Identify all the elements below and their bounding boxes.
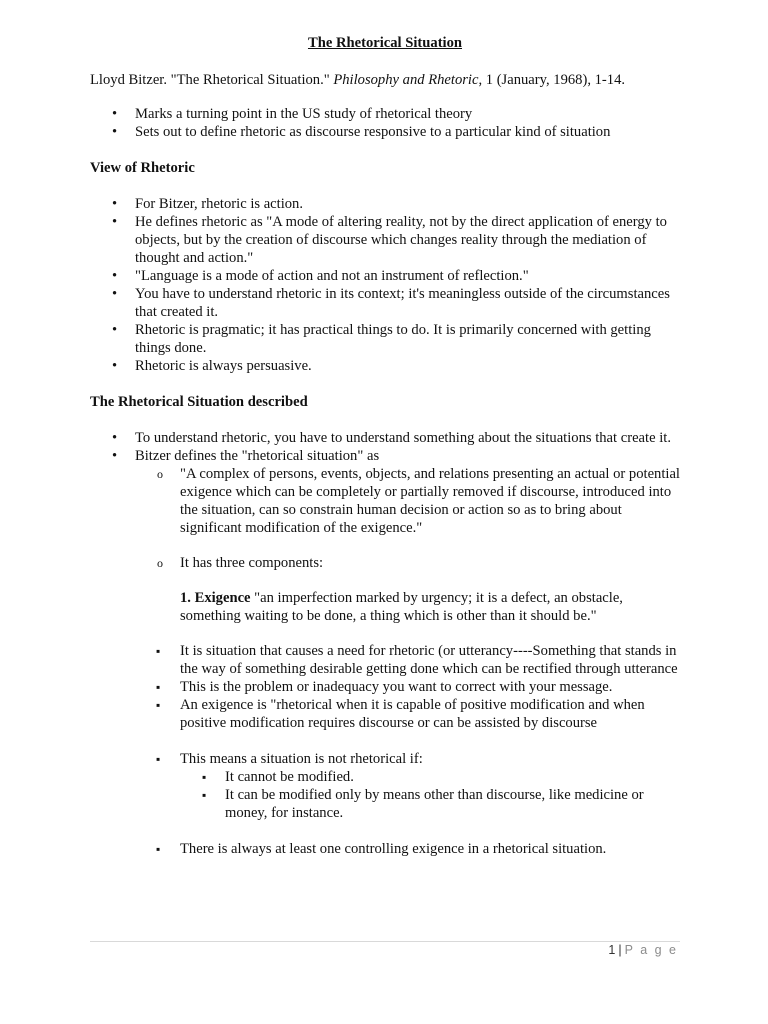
exigence-label: 1. Exigence <box>180 590 251 606</box>
list-item: • Rhetoric is pragmatic; it has practical things to do. It is primarily concerned with getting things done. <box>90 321 680 357</box>
list-item: • For Bitzer, rhetoric is action. <box>90 195 680 213</box>
list-item: • To understand rhetoric, you have to understand something about the situations that create it. <box>90 429 680 447</box>
definition-quote: o "A complex of persons, events, objects, and relations presenting an actual or potential exigence which can be completely or partially removed if discourse, introduced into the situation, can so constrain human decision or action so as to bring about significant modification of the exigence." <box>135 465 680 537</box>
components-item <box>135 554 680 858</box>
list-item: • Marks a turning point in the US study of rhetorical theory <box>90 105 680 123</box>
exigence-list <box>135 642 680 858</box>
citation-author-title: Lloyd Bitzer. "The Rhetorical Situation." <box>90 72 334 88</box>
exigence-definition: "an imperfection marked by urgency; it is a defect, an obstacle, something waiting to be done, a thing which is other than it should be." <box>180 590 623 624</box>
list-item: • Sets out to define rhetoric as discourse responsive to a particular kind of situation <box>90 123 680 141</box>
footer-divider <box>90 941 680 942</box>
situation-sublist <box>135 465 680 858</box>
list-item: • You have to understand rhetoric in its context; it's meaningless outside of the circumstances that created it. <box>90 285 680 321</box>
page-number: 1 <box>608 943 616 957</box>
list-item <box>90 447 680 858</box>
situation-definition-intro: Bitzer defines the "rhetorical situation" as <box>135 448 380 464</box>
document-title: The Rhetorical Situation <box>307 35 463 51</box>
section-heading-view: View of Rhetoric <box>90 160 195 176</box>
intro-list <box>90 105 680 141</box>
citation-details: , 1 (January, 1968), 1-14. <box>478 72 626 88</box>
citation-journal: Philosophy and Rhetoric <box>333 72 479 88</box>
list-item: ▪ It cannot be modified. <box>180 768 680 786</box>
list-item: ▪ There is always at least one controlling exigence in a rhetorical situation. <box>135 840 680 858</box>
footer-separator: | <box>618 943 622 957</box>
list-item: ▪ This is the problem or inadequacy you want to correct with your message. <box>135 678 680 696</box>
section-heading-situation: The Rhetorical Situation described <box>90 394 308 410</box>
list-item: • Rhetoric is always persuasive. <box>90 357 680 375</box>
list-item: ▪ An exigence is "rhetorical when it is capable of positive modification and when positive modification requires discourse or can be assisted by discourse <box>135 696 680 732</box>
list-item: • He defines rhetoric as "A mode of altering reality, not by the direct application of energy to objects, but by the creation of discourse which changes reality through the mediation of thought and action." <box>90 213 680 267</box>
list-item: ▪ It can be modified only by means other than discourse, like medicine or money, for instance. <box>180 786 680 822</box>
list-item: • "Language is a mode of action and not an instrument of reflection." <box>90 267 680 285</box>
not-rhetorical-intro: This means a situation is not rhetorical if: <box>180 751 423 767</box>
exigence-paragraph <box>180 589 680 625</box>
situation-list <box>90 429 680 858</box>
page-footer <box>608 943 678 957</box>
list-item: ▪ It is situation that causes a need for rhetoric (or utterancy----Something that stands in the way of something desirable getting done which can be rectified through utterance <box>135 642 680 678</box>
document-body <box>90 34 680 858</box>
components-intro: It has three components: <box>180 555 324 571</box>
not-rhetorical-list <box>180 768 680 822</box>
page-label: P a g e <box>624 943 678 957</box>
list-item <box>135 750 680 822</box>
view-list <box>90 195 680 375</box>
citation <box>90 71 680 89</box>
